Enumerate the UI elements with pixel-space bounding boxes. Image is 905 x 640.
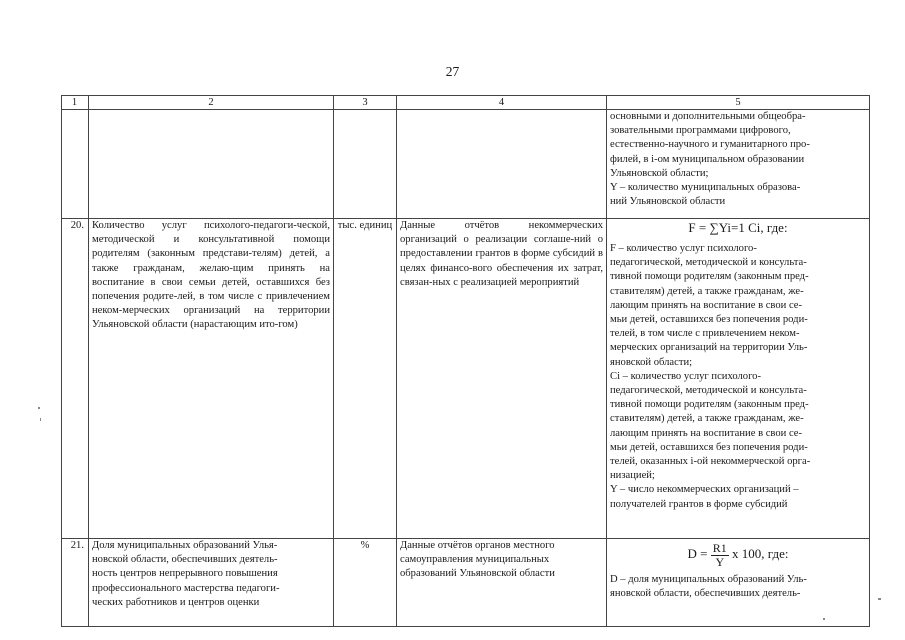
page-number: 27 [445, 64, 460, 79]
scan-speck [40, 418, 41, 421]
scan-speck [38, 407, 40, 409]
data-source: Данные отчётов органов местного самоуправления муниципальных образований Ульяновской области [397, 539, 607, 627]
formula-fraction: $\frac{R1}{Y}$ [712, 540, 727, 569]
unit-of-measure: тыс. единиц [334, 219, 397, 539]
continuation-row [62, 110, 870, 219]
table-header-row [62, 96, 870, 110]
unit-of-measure: % [334, 539, 397, 627]
indicator-name: Количество услуг психолого-педагоги-ческой, методической и консультативной помощи родителям (законным представи-телям) детей, а также гражданам, желаю-щим принять на воспитание в свои семьи детей, оставшихся без попечения родите-лей, в том числе с привлечением неком-мерческих организаций на территории Ульяновской области (нарастающим ито-гом) [89, 219, 334, 539]
row-number: 21. [62, 539, 89, 627]
table-row-20 [62, 219, 870, 539]
data-source: Данные отчётов некоммерческих организаций о реализации соглаше-ний о предоставлении грантов в форме субсидий в целях финансо-вого обеспечения их затрат, связан-ных с реализацией мероприятий [397, 219, 607, 539]
calculation-method: F = ∑Yi=1 Ci, где: F – количество услуг психолого- педагогической, методической и консульта- тивной помощи родителям (законным пред- ставителям) детей, а также гражданам, же- лающим принять на воспитание в свои се- мьи детей, оставшихся без попечения роди- телей, в том числе с привлечением неком- мерческих организаций на территории Уль- яновской области; Ci – количество услуг психолого- педагогической, методической и консульта- тивной помощи родителям (законным пред- ставителям) детей, а также гражданам, же- лающим принять на воспитание в свои се- мьи детей, оставшихся без попечения роди- телей, оказанных i-ой некоммерческой орга- низацией; Y – число некоммерческих организаций – получателей грантов в форме субсидий [607, 219, 870, 539]
scan-speck [878, 598, 881, 600]
formula: D = $\frac{R1}{Y}$ x 100, где: [687, 540, 789, 569]
indicators-table [61, 95, 870, 627]
indicator-name: Доля муниципальных образований Улья- новской области, обеспечивших деятель- ность центров непрерывного повышения профессионального мастерства педагоги- ческих работников и центров оценки [89, 539, 334, 627]
header-col-1: 1 [62, 96, 89, 110]
continuation-description: основными и дополнительными общеобра- зовательными программами цифрового, естественно-научного и гуманитарного про- филей, в i-ом муниципальном образовании Ульяновской области; Y – количество муниципальных образова- ний Ульяновской области [607, 110, 870, 219]
calculation-method: D = $\frac{R1}{Y}$ x 100, где: D – доля муниципальных образований Уль- яновской области, обеспечивших деятель- [607, 539, 870, 627]
row-number: 20. [62, 219, 89, 539]
header-col-2: 2 [89, 96, 334, 110]
header-col-4: 4 [397, 96, 607, 110]
formula: F = ∑Yi=1 Ci, где: [688, 220, 788, 235]
scan-speck [823, 618, 825, 620]
header-col-5: 5 [607, 96, 870, 110]
table-row-21 [62, 539, 870, 627]
header-col-3: 3 [334, 96, 397, 110]
